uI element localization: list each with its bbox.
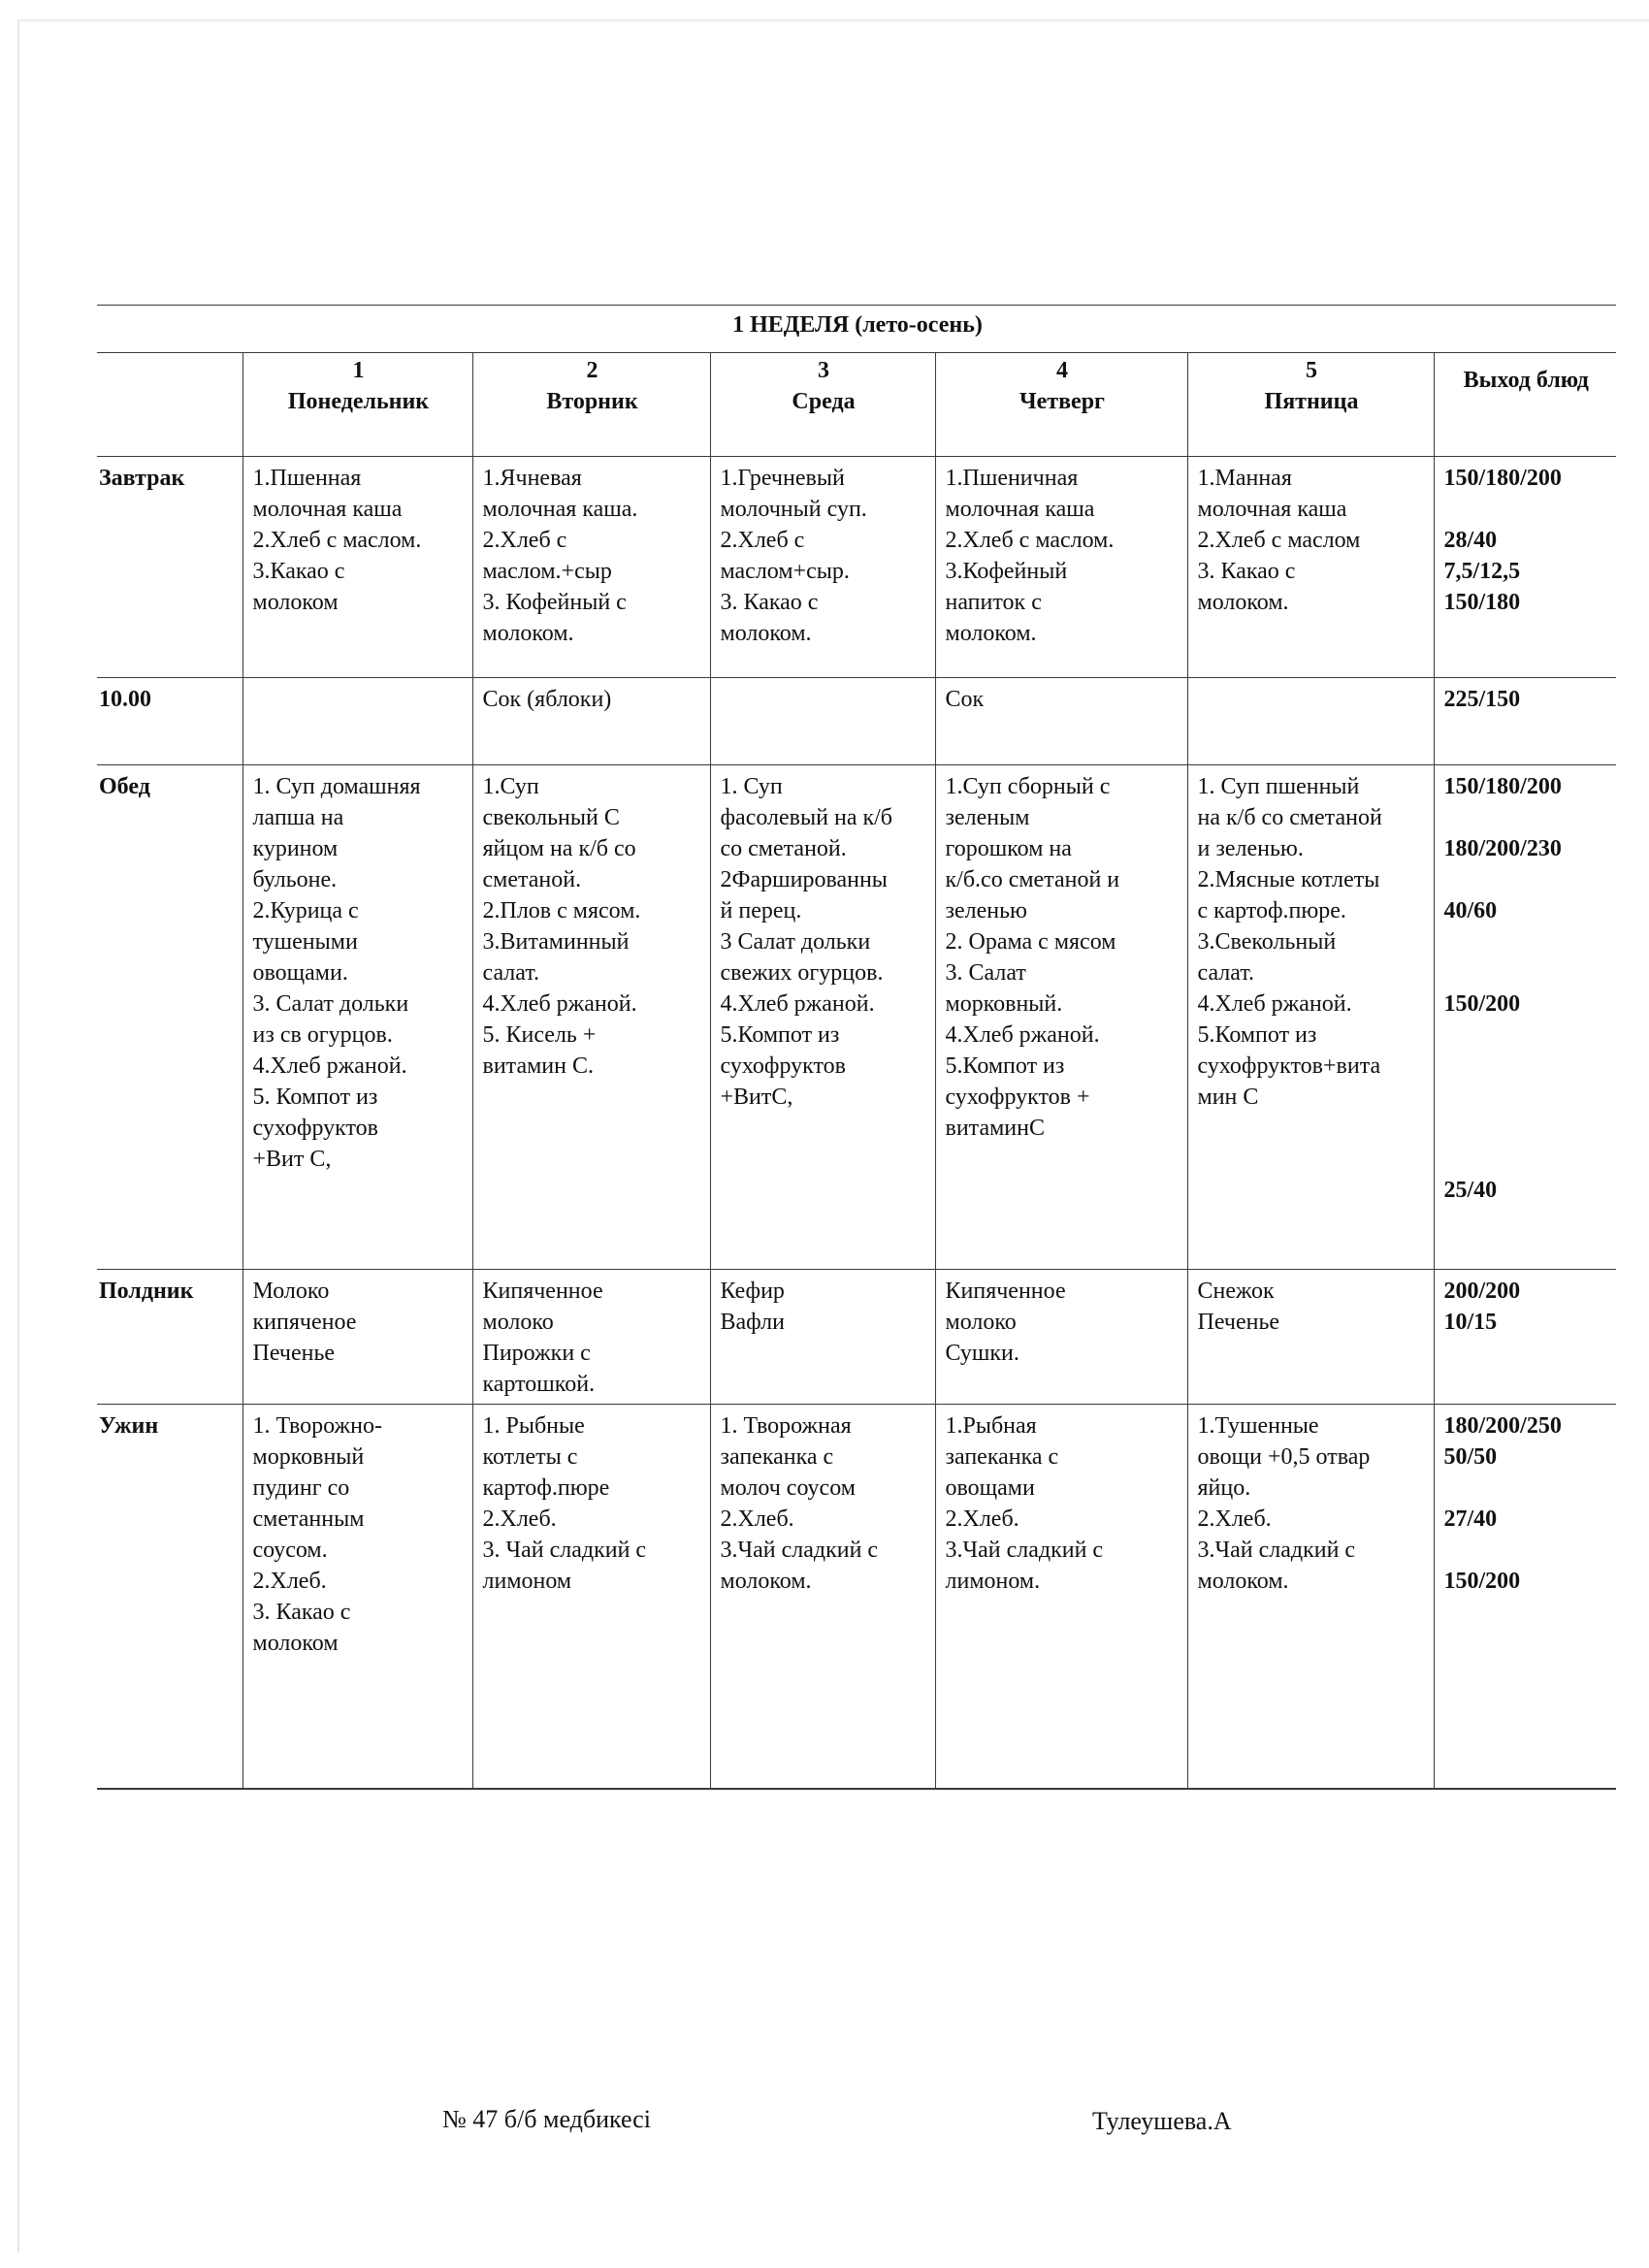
output-value	[1444, 1082, 1609, 1113]
menu-line: горошком на	[945, 836, 1072, 861]
menu-line: 1.Суп сборный с	[945, 774, 1111, 799]
menu-cell-friday	[1187, 1270, 1434, 1405]
output-cell	[1434, 1405, 1616, 1789]
output-value: 10/15	[1443, 1310, 1498, 1335]
output-cell	[1434, 1270, 1616, 1405]
table-title: 1 НЕДЕЛЯ (лето-осень)	[97, 306, 1616, 353]
menu-line: кипяченое	[252, 1310, 357, 1335]
output-value: 7,5/12,5	[1443, 559, 1521, 584]
menu-cell-thursday	[935, 1270, 1187, 1405]
meal-label: Завтрак	[97, 457, 242, 678]
menu-cell-monday	[242, 678, 472, 765]
output-value: 50/50	[1443, 1444, 1498, 1470]
output-cell	[1434, 678, 1616, 765]
day-header-thursday: 4 Четверг	[935, 353, 1187, 457]
output-value	[1444, 1020, 1609, 1051]
menu-line: Кипяченное	[945, 1279, 1066, 1304]
menu-line: курином	[252, 836, 339, 861]
menu-cell-friday	[1187, 765, 1434, 1270]
menu-line: Сушки.	[945, 1341, 1019, 1366]
menu-cell-monday	[242, 765, 472, 1270]
menu-line: й перец.	[720, 898, 802, 923]
menu-line: 3. Какао с	[1197, 559, 1296, 584]
menu-cell-thursday	[935, 1405, 1187, 1789]
menu-line: Кипяченное	[482, 1279, 603, 1304]
menu-line: фасолевый на к/б	[720, 805, 893, 830]
menu-cell-tuesday	[472, 1405, 710, 1789]
day-header-monday: 1 Понедельник	[242, 353, 472, 457]
menu-cell-friday	[1187, 457, 1434, 678]
day-header-friday: 5 Пятница	[1187, 353, 1434, 457]
menu-line: 3. Какао с	[252, 1600, 351, 1625]
menu-line: сухофруктов+вита	[1197, 1053, 1381, 1079]
menu-line: лапша на	[252, 805, 344, 830]
menu-line: маслом.+сыр	[482, 559, 612, 584]
menu-line: 3 Салат дольки	[720, 929, 871, 955]
menu-cell-thursday	[935, 457, 1187, 678]
menu-line: салат.	[1197, 960, 1254, 986]
menu-line: морковный.	[945, 991, 1063, 1017]
output-value: 150/180	[1443, 590, 1521, 615]
menu-line: салат.	[482, 960, 539, 986]
menu-line: молоком	[252, 1631, 339, 1656]
menu-line: 1. Творожная	[720, 1413, 852, 1439]
menu-line: 1.Рыбная	[945, 1413, 1037, 1439]
menu-line: картоф.пюре	[482, 1475, 610, 1501]
menu-line: 3.Кофейный	[945, 559, 1068, 584]
menu-line: Печенье	[252, 1341, 336, 1366]
header-row	[97, 353, 1616, 457]
menu-line: +ВитС,	[720, 1085, 793, 1110]
menu-line: котлеты с	[482, 1444, 578, 1470]
menu-line: Вафли	[720, 1310, 785, 1335]
menu-line: молоком	[252, 590, 339, 615]
output-value: 27/40	[1443, 1507, 1498, 1532]
menu-line: 4.Хлеб ржаной.	[1197, 991, 1352, 1017]
menu-line: 2.Курица с	[252, 898, 359, 923]
menu-line: 5. Кисель +	[482, 1022, 597, 1048]
output-value: 180/200/230	[1443, 836, 1562, 861]
menu-cell-monday	[242, 457, 472, 678]
menu-line: яйцом на к/б со	[482, 836, 636, 861]
menu-line: 4.Хлеб ржаной.	[945, 1022, 1100, 1048]
menu-line: 3. Какао с	[720, 590, 819, 615]
day-header-wednesday: 3 Среда	[710, 353, 935, 457]
menu-line: Пирожки с	[482, 1341, 591, 1366]
menu-line: сметанным	[252, 1507, 365, 1532]
meal-header-blank	[97, 353, 242, 457]
menu-line: молочная каша	[1197, 497, 1347, 522]
output-value	[1444, 494, 1609, 525]
menu-cell-wednesday	[710, 1270, 935, 1405]
menu-cell-friday	[1187, 1405, 1434, 1789]
menu-cell-monday	[242, 1270, 472, 1405]
menu-line: молоко	[945, 1310, 1017, 1335]
menu-line: Молоко	[252, 1279, 330, 1304]
output-value	[1444, 864, 1609, 895]
menu-line: 2.Хлеб с	[482, 528, 567, 553]
output-cell	[1434, 457, 1616, 678]
menu-line: 3. Чай сладкий с	[482, 1538, 647, 1563]
menu-line: 2.Хлеб с	[720, 528, 805, 553]
menu-line: Сок (яблоки)	[482, 687, 612, 712]
menu-line: 3. Салат дольки	[252, 991, 409, 1017]
menu-line: молоч соусом	[720, 1475, 856, 1501]
footer-left-signature: № 47 б/б медбикесі	[442, 2105, 651, 2133]
menu-line: бульоне.	[252, 867, 338, 892]
menu-line: 3. Салат	[945, 960, 1026, 986]
menu-line: овощи +0,5 отвар	[1197, 1444, 1371, 1470]
menu-cell-thursday	[935, 678, 1187, 765]
menu-line: 3.Чай сладкий с	[945, 1538, 1104, 1563]
menu-row	[97, 457, 1616, 678]
menu-line: 1.Манная	[1197, 466, 1292, 491]
menu-row	[97, 678, 1616, 765]
menu-line: 1.Тушенные	[1197, 1413, 1319, 1439]
menu-line: Сок	[945, 687, 985, 712]
menu-line: 1. Суп	[720, 774, 783, 799]
output-value: 200/200	[1443, 1279, 1521, 1304]
footer-right-signature: Тулеушева.А	[1092, 2107, 1232, 2135]
menu-line: 1.Пшенная	[252, 466, 362, 491]
menu-cell-tuesday	[472, 1270, 710, 1405]
meal-label: Ужин	[97, 1405, 242, 1789]
output-value	[1444, 1535, 1609, 1566]
menu-line: с картоф.пюре.	[1197, 898, 1346, 923]
output-value	[1444, 1473, 1609, 1504]
menu-cell-tuesday	[472, 765, 710, 1270]
menu-line: овощами	[945, 1475, 1035, 1501]
menu-line: +Вит С,	[252, 1147, 332, 1172]
output-value: 225/150	[1443, 687, 1521, 712]
menu-line: 1. Суп домашняя	[252, 774, 421, 799]
menu-line: 3.Чай сладкий с	[1197, 1538, 1356, 1563]
menu-line: 2. Орама с мясом	[945, 929, 1116, 955]
menu-row	[97, 1405, 1616, 1789]
menu-line: 1. Суп пшенный	[1197, 774, 1360, 799]
menu-line: 2.Хлеб.	[482, 1507, 557, 1532]
menu-line: 1.Суп	[482, 774, 539, 799]
menu-line: 2.Хлеб.	[1197, 1507, 1272, 1532]
menu-line: 2.Хлеб.	[252, 1569, 327, 1594]
output-header: Выход блюд	[1434, 353, 1616, 457]
menu-line: молоком.	[945, 621, 1037, 646]
menu-line: 1. Рыбные	[482, 1413, 585, 1439]
menu-line: молочная каша.	[482, 497, 638, 522]
menu-line: 1.Гречневый	[720, 466, 845, 491]
menu-line: запеканка с	[945, 1444, 1059, 1470]
output-value	[1444, 1144, 1609, 1175]
menu-line: лимоном.	[945, 1569, 1041, 1594]
output-value: 150/180/200	[1443, 774, 1562, 799]
weekly-menu-table	[97, 305, 1616, 1790]
menu-line: витамин С.	[482, 1053, 594, 1079]
menu-line: овощами.	[252, 960, 348, 986]
menu-line: 3. Кофейный с	[482, 590, 627, 615]
menu-line: 2.Хлеб.	[720, 1507, 794, 1532]
menu-line: 2.Плов с мясом.	[482, 898, 641, 923]
menu-line: свекольный С	[482, 805, 620, 830]
menu-line: Кефир	[720, 1279, 785, 1304]
menu-cell-wednesday	[710, 457, 935, 678]
menu-line: 4.Хлеб ржаной.	[720, 991, 875, 1017]
menu-cell-thursday	[935, 765, 1187, 1270]
menu-line: к/б.со сметаной и	[945, 867, 1120, 892]
menu-line: молоко	[482, 1310, 554, 1335]
menu-line: витаминС	[945, 1116, 1045, 1141]
output-value	[1444, 802, 1609, 833]
menu-line: мин С	[1197, 1085, 1259, 1110]
menu-line: маслом+сыр.	[720, 559, 850, 584]
meal-label: Обед	[97, 765, 242, 1270]
menu-line: 3.Какао с	[252, 559, 345, 584]
menu-line: на к/б со сметаной	[1197, 805, 1382, 830]
menu-line: яйцо.	[1197, 1475, 1251, 1501]
menu-line: 4.Хлеб ржаной.	[252, 1053, 407, 1079]
menu-line: молочный суп.	[720, 497, 867, 522]
menu-line: 1.Пшеничная	[945, 466, 1079, 491]
menu-row	[97, 765, 1616, 1270]
menu-line: 5. Компот из	[252, 1085, 378, 1110]
menu-row	[97, 1270, 1616, 1405]
menu-line: 2Фаршированны	[720, 867, 888, 892]
menu-line: молоком.	[1197, 590, 1289, 615]
output-value: 180/200/250	[1443, 1413, 1562, 1439]
menu-line: соусом.	[252, 1538, 328, 1563]
menu-line: сухофруктов	[720, 1053, 847, 1079]
output-cell	[1434, 765, 1616, 1270]
meal-label: 10.00	[97, 678, 242, 765]
menu-line: 2.Мясные котлеты	[1197, 867, 1380, 892]
menu-cell-monday	[242, 1405, 472, 1789]
menu-line: 5.Компот из	[945, 1053, 1065, 1079]
menu-line: 2.Хлеб с маслом.	[945, 528, 1115, 553]
menu-line: 1.Ячневая	[482, 466, 582, 491]
menu-line: и зеленью.	[1197, 836, 1304, 861]
menu-line: сухофруктов +	[945, 1085, 1090, 1110]
menu-line: зеленью	[945, 898, 1027, 923]
menu-line: морковный	[252, 1444, 365, 1470]
menu-line: напиток с	[945, 590, 1042, 615]
menu-line: 3.Чай сладкий с	[720, 1538, 879, 1563]
menu-line: 4.Хлеб ржаной.	[482, 991, 637, 1017]
menu-cell-tuesday	[472, 457, 710, 678]
menu-cell-friday	[1187, 678, 1434, 765]
output-value: 28/40	[1443, 528, 1498, 553]
output-value: 150/200	[1443, 991, 1521, 1017]
menu-line: тушеными	[252, 929, 358, 955]
menu-line: 2.Хлеб.	[945, 1507, 1019, 1532]
menu-cell-tuesday	[472, 678, 710, 765]
menu-line: 1. Творожно-	[252, 1413, 382, 1439]
output-value: 25/40	[1443, 1178, 1498, 1203]
menu-line: молочная каша	[945, 497, 1095, 522]
menu-line: молочная каша	[252, 497, 403, 522]
menu-line: Снежок	[1197, 1279, 1275, 1304]
menu-line: Печенье	[1197, 1310, 1280, 1335]
menu-cell-wednesday	[710, 678, 935, 765]
menu-line: пудинг со	[252, 1475, 350, 1501]
output-value: 150/200	[1443, 1569, 1521, 1594]
menu-line: 3.Свекольный	[1197, 929, 1337, 955]
menu-line: со сметаной.	[720, 836, 847, 861]
menu-line: 5.Компот из	[720, 1022, 840, 1048]
output-value	[1444, 1113, 1609, 1144]
menu-cell-wednesday	[710, 1405, 935, 1789]
output-value: 40/60	[1443, 898, 1498, 923]
menu-line: сметаной.	[482, 867, 582, 892]
menu-line: 2.Хлеб с маслом.	[252, 528, 422, 553]
menu-line: картошкой.	[482, 1372, 596, 1397]
output-value	[1444, 926, 1609, 957]
menu-line: молоком.	[720, 621, 812, 646]
output-value	[1444, 957, 1609, 988]
menu-line: запеканка с	[720, 1444, 834, 1470]
menu-line: зеленым	[945, 805, 1030, 830]
menu-cell-wednesday	[710, 765, 935, 1270]
day-header-tuesday: 2 Вторник	[472, 353, 710, 457]
meal-label: Полдник	[97, 1270, 242, 1405]
menu-line: молоком.	[720, 1569, 812, 1594]
menu-line: из св огурцов.	[252, 1022, 393, 1048]
output-value	[1444, 1051, 1609, 1082]
menu-line: молоком.	[482, 621, 574, 646]
output-value: 150/180/200	[1443, 466, 1562, 491]
menu-line: молоком.	[1197, 1569, 1289, 1594]
menu-line: сухофруктов	[252, 1116, 379, 1141]
menu-line: 3.Витаминный	[482, 929, 630, 955]
menu-line: 2.Хлеб с маслом	[1197, 528, 1361, 553]
menu-line: свежих огурцов.	[720, 960, 884, 986]
menu-line: 5.Компот из	[1197, 1022, 1317, 1048]
menu-line: лимоном	[482, 1569, 572, 1594]
